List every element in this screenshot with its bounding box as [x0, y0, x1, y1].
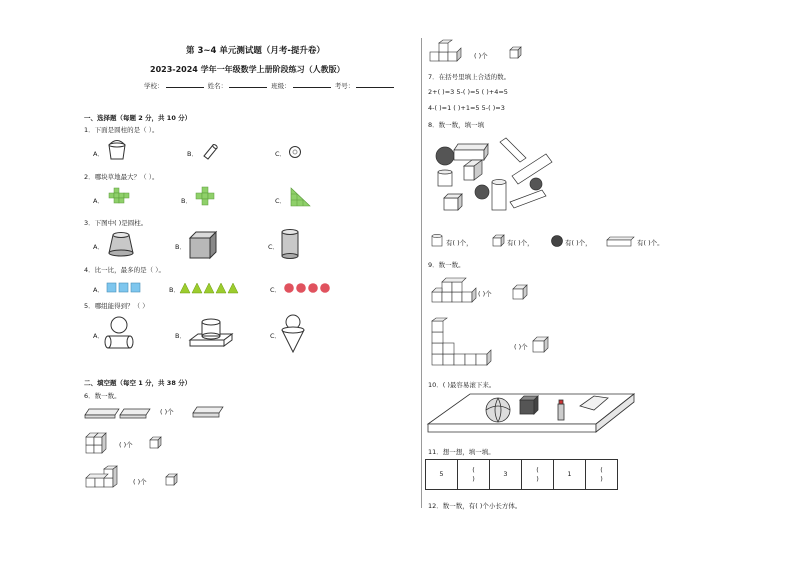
q10-text: 10．( )最容易滚下来。: [428, 381, 496, 389]
q4-option-b[interactable]: B．: [169, 286, 180, 294]
school-blank[interactable]: [166, 81, 204, 88]
q6-count-1[interactable]: ( )个: [160, 408, 174, 416]
q2-option-a[interactable]: A．: [93, 197, 104, 205]
q3-option-a[interactable]: A．: [93, 243, 104, 251]
name-label: 姓名：: [207, 82, 228, 90]
red-dots-icon: [283, 282, 335, 294]
q4-option-a[interactable]: A．: [93, 286, 104, 294]
class-blank[interactable]: [293, 81, 331, 88]
q2-text: 2．哪块草地最大？（ ）。: [84, 173, 159, 181]
tilted-cylinder-icon: [200, 141, 220, 161]
count-sphere-icon: [550, 234, 564, 248]
q2-option-b[interactable]: B．: [181, 197, 192, 205]
frustum-icon: [106, 231, 136, 258]
cube-stack-b-icon: [430, 318, 500, 370]
q1-option-b[interactable]: B．: [187, 150, 198, 158]
q3-text: 3．下图中( )是圆柱。: [84, 219, 148, 227]
small-cube-icon-2: [165, 473, 179, 487]
count-cuboid-icon: [606, 235, 636, 247]
q1-text: 1．下面是圆柱的是（ ）。: [84, 126, 159, 134]
q11-cell-1: 5: [426, 460, 458, 490]
q5-text: 5．哪组能得到？（ ）: [84, 302, 149, 310]
q7-row1[interactable]: 2+( )=3 5-( )=5 ( )+4=5: [428, 88, 508, 96]
green-triangles-icon: [179, 282, 243, 294]
q5-option-b[interactable]: B．: [175, 332, 186, 340]
q1-option-a[interactable]: A．: [93, 150, 104, 158]
page-title: 第 3~4 单元测试题（月考-提升卷）: [186, 46, 325, 56]
class-label: 班级：: [271, 82, 291, 90]
bucket-icon: [106, 140, 128, 162]
cylinder-on-base-icon: [188, 316, 234, 352]
sphere-cone-icon: [280, 312, 306, 354]
q4-option-c[interactable]: C．: [270, 286, 282, 294]
q5-option-c[interactable]: C．: [270, 332, 282, 340]
page-subtitle: 2023-2024 学年一年级数学上册阶段练习（人教版）: [150, 65, 345, 74]
flat-boxes-icon: [84, 403, 154, 419]
exam-no-label: 考号：: [334, 82, 355, 90]
count-cylinder-icon: [430, 234, 444, 248]
section1-heading: 一、选择题（每题 2 分，共 10 分）: [84, 114, 192, 122]
q9-text: 9．数一数。: [428, 261, 465, 269]
q1-option-c[interactable]: C．: [275, 150, 287, 158]
q11-table: [425, 459, 618, 490]
tabletop-objects-icon: [424, 388, 636, 436]
q11-cell-5: 1: [554, 460, 586, 490]
q8-count-cube[interactable]: 有( )个，: [507, 239, 534, 247]
cylinder-icon: [280, 228, 300, 260]
q8-count-sphere[interactable]: 有( )个，: [565, 239, 592, 247]
q9-count-2[interactable]: ( )个: [514, 343, 528, 351]
q9-count-1[interactable]: ( )个: [478, 290, 492, 298]
section2-heading: 二、填空题（每空 1 分，共 38 分）: [84, 379, 192, 387]
cube-stack-a-icon: [430, 272, 478, 308]
q3-option-c[interactable]: C．: [268, 243, 280, 251]
q11-cell-6[interactable]: ( ): [586, 460, 618, 490]
small-cube-icon: [149, 436, 163, 450]
grass-shape-a-icon: [108, 187, 134, 209]
q2-option-c[interactable]: C．: [275, 197, 287, 205]
exam-no-blank[interactable]: [356, 81, 394, 88]
q12-text[interactable]: 12．数一数，有( )个小长方体。: [428, 502, 522, 510]
q11-cell-3: 3: [490, 460, 522, 490]
name-blank[interactable]: [229, 81, 267, 88]
q11-cell-2[interactable]: ( ): [458, 460, 490, 490]
circle-icon: [288, 145, 302, 159]
top-cubes-icon: [428, 40, 468, 66]
column-divider: [421, 38, 422, 508]
q11-text: 11．想一想，填一填。: [428, 448, 495, 456]
flat-box-icon: [192, 405, 226, 419]
cube-icon: [188, 230, 218, 260]
blue-squares-icon: [106, 282, 146, 294]
cube-group-icon: [84, 466, 128, 494]
small-cube-icon-3: [509, 46, 523, 60]
q6-count-2[interactable]: ( )个: [119, 441, 133, 449]
top-count[interactable]: ( )个: [474, 52, 488, 60]
mixed-solids-icon: [434, 134, 574, 218]
q4-text: 4．比一比，最多的是（ ）。: [84, 266, 165, 274]
q5-option-a[interactable]: A．: [93, 332, 104, 340]
q7-row2[interactable]: 4-( )=1 ( )+1=5 5-( )=3: [428, 104, 505, 112]
q3-option-b[interactable]: B．: [175, 243, 186, 251]
grass-shape-c-icon: [289, 186, 313, 210]
stacked-cubes-icon: [84, 427, 114, 459]
q8-count-cylinder[interactable]: 有( )个，: [446, 239, 473, 247]
grass-shape-b-icon: [194, 186, 218, 210]
q7-text: 7．在括号里填上合适的数。: [428, 73, 511, 81]
small-cube-icon-5: [532, 336, 550, 354]
q6-count-3[interactable]: ( )个: [133, 478, 147, 486]
q11-cell-4[interactable]: ( ): [522, 460, 554, 490]
q8-text: 8．数一数，填一填: [428, 121, 485, 129]
school-label: 学校：: [144, 82, 164, 90]
small-cube-icon-4: [512, 284, 528, 300]
student-info: [144, 81, 396, 90]
sphere-cylinder-icon: [104, 314, 140, 352]
count-cube-icon: [492, 234, 506, 248]
q6-text: 6．数一数。: [84, 392, 121, 400]
q8-count-cuboid[interactable]: 有( )个。: [637, 239, 664, 247]
